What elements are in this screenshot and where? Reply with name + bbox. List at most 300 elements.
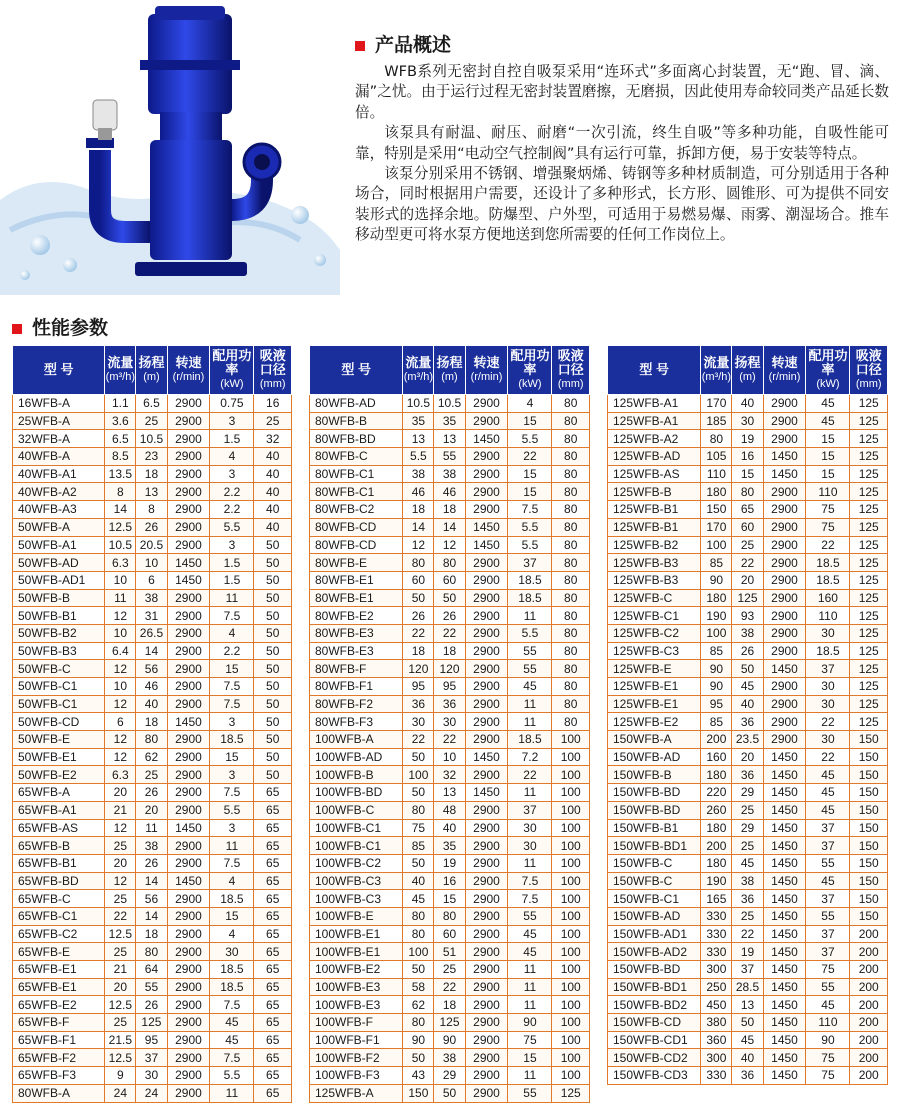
power-cell: 110 — [806, 1014, 850, 1032]
table-row — [13, 907, 292, 925]
port-cell: 150 — [850, 784, 888, 802]
port-cell: 65 — [254, 890, 292, 908]
flow-cell: 35 — [403, 412, 434, 430]
speed-cell: 2900 — [167, 395, 210, 413]
port-cell: 125 — [850, 642, 888, 660]
flow-cell: 165 — [701, 890, 732, 908]
table-row — [608, 837, 888, 855]
head-cell: 90 — [434, 1031, 465, 1049]
power-cell: 18.5 — [210, 890, 254, 908]
port-cell: 125 — [850, 501, 888, 519]
head-cell: 36 — [732, 766, 763, 784]
table-row — [310, 624, 590, 642]
table-row — [310, 571, 590, 589]
head-cell: 80 — [136, 731, 167, 749]
power-cell: 30 — [806, 624, 850, 642]
speed-cell: 1450 — [763, 748, 806, 766]
port-cell: 50 — [254, 624, 292, 642]
model-cell: 50WFB-C1 — [13, 695, 105, 713]
table-row — [13, 624, 292, 642]
model-cell: 80WFB-E1 — [310, 571, 403, 589]
flow-cell: 25 — [105, 943, 136, 961]
flow-cell: 12 — [105, 872, 136, 890]
head-cell: 45 — [732, 678, 763, 696]
flow-cell: 100 — [403, 766, 434, 784]
table-row — [13, 571, 292, 589]
port-cell: 100 — [552, 1049, 590, 1067]
port-cell: 65 — [254, 837, 292, 855]
head-cell: 18 — [136, 925, 167, 943]
speed-cell: 2900 — [465, 695, 508, 713]
column-header-port — [254, 346, 292, 395]
head-cell: 60 — [732, 518, 763, 536]
table-row — [310, 483, 590, 501]
flow-cell: 10 — [105, 571, 136, 589]
power-cell: 110 — [806, 607, 850, 625]
port-cell: 32 — [254, 430, 292, 448]
column-header-label: 吸液口径 — [259, 348, 286, 377]
model-cell: 65WFB-C1 — [13, 907, 105, 925]
flow-cell: 180 — [701, 766, 732, 784]
table-row — [13, 925, 292, 943]
model-cell: 150WFB-B — [608, 766, 701, 784]
speed-cell: 2900 — [763, 607, 806, 625]
port-cell: 80 — [552, 395, 590, 413]
model-cell: 50WFB-A — [13, 518, 105, 536]
power-cell: 4 — [210, 448, 254, 466]
model-cell: 100WFB-F — [310, 1014, 403, 1032]
flow-cell: 21 — [105, 801, 136, 819]
column-header-unit: (mm) — [259, 378, 286, 390]
flow-cell: 13 — [403, 430, 434, 448]
table-row — [13, 501, 292, 519]
speed-cell: 1450 — [167, 819, 210, 837]
speed-cell: 1450 — [167, 872, 210, 890]
overview-paragraph-2: 该泵具有耐温、耐压、耐磨“一次引流，终生自吸”等多种功能，自吸性能可靠，特别是采用“电动空气控制阀”具有运行可靠，拆卸方便，易于安装等特点。 — [355, 124, 889, 162]
speed-cell: 2900 — [465, 890, 508, 908]
power-cell: 7.2 — [508, 748, 552, 766]
power-cell: 0.75 — [210, 395, 254, 413]
model-cell: 100WFB-E2 — [310, 961, 403, 979]
table-row — [310, 890, 590, 908]
head-cell: 10.5 — [136, 430, 167, 448]
head-cell: 65 — [732, 501, 763, 519]
power-cell: 2.2 — [210, 501, 254, 519]
flow-cell: 6.3 — [105, 766, 136, 784]
speed-cell: 2900 — [465, 766, 508, 784]
port-cell: 50 — [254, 660, 292, 678]
port-cell: 65 — [254, 996, 292, 1014]
power-cell: 18.5 — [210, 731, 254, 749]
port-cell: 65 — [254, 872, 292, 890]
section-marker-icon — [355, 41, 365, 51]
port-cell: 50 — [254, 731, 292, 749]
port-cell: 100 — [552, 1031, 590, 1049]
flow-cell: 9 — [105, 1067, 136, 1085]
table-row — [608, 554, 888, 572]
head-cell: 40 — [136, 695, 167, 713]
flow-cell: 14 — [403, 518, 434, 536]
head-cell: 12 — [434, 536, 465, 554]
table-row — [13, 837, 292, 855]
speed-cell: 2900 — [167, 766, 210, 784]
table-row — [608, 430, 888, 448]
port-cell: 65 — [254, 801, 292, 819]
power-cell: 37 — [806, 890, 850, 908]
speed-cell: 1450 — [167, 713, 210, 731]
port-cell: 80 — [552, 518, 590, 536]
speed-cell: 2900 — [763, 695, 806, 713]
port-cell: 100 — [552, 1014, 590, 1032]
power-cell: 55 — [806, 978, 850, 996]
speed-cell: 1450 — [763, 1014, 806, 1032]
head-cell: 29 — [434, 1067, 465, 1085]
performance-title: 性能参数 — [32, 317, 109, 339]
model-cell: 125WFB-B — [608, 483, 701, 501]
model-cell: 150WFB-C1 — [608, 890, 701, 908]
speed-cell: 1450 — [763, 801, 806, 819]
model-cell: 125WFB-E1 — [608, 678, 701, 696]
head-cell: 35 — [434, 412, 465, 430]
flow-cell: 80 — [403, 925, 434, 943]
port-cell: 125 — [552, 1084, 590, 1102]
flow-cell: 5.5 — [403, 448, 434, 466]
table-row — [608, 872, 888, 890]
flow-cell: 75 — [403, 819, 434, 837]
port-cell: 65 — [254, 854, 292, 872]
power-cell: 18.5 — [210, 978, 254, 996]
flow-cell: 85 — [701, 713, 732, 731]
head-cell: 62 — [136, 748, 167, 766]
table-row — [13, 978, 292, 996]
power-cell: 1.5 — [210, 571, 254, 589]
model-cell: 125WFB-AD — [608, 448, 701, 466]
model-cell: 25WFB-A — [13, 412, 105, 430]
speed-cell: 2900 — [167, 801, 210, 819]
table-row — [310, 660, 590, 678]
table-row — [608, 819, 888, 837]
flow-cell: 50 — [403, 1049, 434, 1067]
port-cell: 65 — [254, 961, 292, 979]
column-header-head — [136, 346, 167, 395]
port-cell: 100 — [552, 890, 590, 908]
power-cell: 11 — [508, 784, 552, 802]
table-row — [13, 678, 292, 696]
head-cell: 32 — [434, 766, 465, 784]
model-cell: 100WFB-AD — [310, 748, 403, 766]
flow-cell: 50 — [403, 748, 434, 766]
column-header-power — [210, 346, 254, 395]
table-row — [13, 518, 292, 536]
head-cell: 37 — [136, 1049, 167, 1067]
model-cell: 125WFB-B3 — [608, 571, 701, 589]
speed-cell: 2900 — [465, 1067, 508, 1085]
head-cell: 19 — [732, 943, 763, 961]
flow-cell: 36 — [403, 695, 434, 713]
flow-cell: 12 — [403, 536, 434, 554]
model-cell: 32WFB-A — [13, 430, 105, 448]
model-cell: 100WFB-E3 — [310, 978, 403, 996]
table-row — [310, 465, 590, 483]
flow-cell: 380 — [701, 1014, 732, 1032]
column-header-head — [732, 346, 763, 395]
table-row — [310, 766, 590, 784]
power-cell: 4 — [210, 925, 254, 943]
model-cell: 16WFB-A — [13, 395, 105, 413]
power-cell: 7.5 — [508, 501, 552, 519]
speed-cell: 2900 — [167, 642, 210, 660]
port-cell: 50 — [254, 766, 292, 784]
head-cell: 120 — [434, 660, 465, 678]
speed-cell: 2900 — [167, 536, 210, 554]
head-cell: 14 — [136, 642, 167, 660]
power-cell: 45 — [806, 395, 850, 413]
power-cell: 45 — [806, 784, 850, 802]
power-cell: 18.5 — [806, 642, 850, 660]
head-cell: 125 — [434, 1014, 465, 1032]
table-row — [608, 890, 888, 908]
table-row — [608, 678, 888, 696]
model-cell: 80WFB-C1 — [310, 483, 403, 501]
speed-cell: 2900 — [465, 872, 508, 890]
speed-cell: 2900 — [465, 1031, 508, 1049]
flow-cell: 450 — [701, 996, 732, 1014]
column-header-label: 配用功率 — [510, 348, 550, 377]
head-cell: 22 — [732, 925, 763, 943]
flow-cell: 330 — [701, 1067, 732, 1085]
table-row — [608, 536, 888, 554]
table-row — [608, 801, 888, 819]
port-cell: 25 — [254, 412, 292, 430]
head-cell: 24 — [136, 1084, 167, 1102]
flow-cell: 170 — [701, 395, 732, 413]
table-row — [310, 748, 590, 766]
port-cell: 200 — [850, 1031, 888, 1049]
model-cell: 150WFB-CD2 — [608, 1049, 701, 1067]
port-cell: 200 — [850, 1049, 888, 1067]
flow-cell: 300 — [701, 961, 732, 979]
port-cell: 80 — [552, 660, 590, 678]
port-cell: 80 — [552, 607, 590, 625]
port-cell: 65 — [254, 925, 292, 943]
flow-cell: 200 — [701, 731, 732, 749]
power-cell: 37 — [806, 837, 850, 855]
port-cell: 100 — [552, 819, 590, 837]
power-cell: 37 — [508, 801, 552, 819]
power-cell: 11 — [210, 1084, 254, 1102]
model-cell: 125WFB-E2 — [608, 713, 701, 731]
column-header-unit: (m³/h) — [105, 371, 135, 383]
flow-cell: 185 — [701, 412, 732, 430]
table-row — [608, 483, 888, 501]
speed-cell: 2900 — [167, 483, 210, 501]
table-row — [608, 731, 888, 749]
table-row — [608, 589, 888, 607]
model-cell: 125WFB-AS — [608, 465, 701, 483]
table-row — [608, 925, 888, 943]
speed-cell: 2900 — [465, 501, 508, 519]
model-cell: 80WFB-F — [310, 660, 403, 678]
head-cell: 38 — [732, 624, 763, 642]
column-header-port — [552, 346, 590, 395]
port-cell: 100 — [552, 961, 590, 979]
power-cell: 15 — [508, 465, 552, 483]
model-cell: 100WFB-BD — [310, 784, 403, 802]
port-cell: 80 — [552, 695, 590, 713]
flow-cell: 25 — [105, 1014, 136, 1032]
speed-cell: 1450 — [763, 784, 806, 802]
flow-cell: 80 — [701, 430, 732, 448]
port-cell: 125 — [850, 695, 888, 713]
port-cell: 50 — [254, 589, 292, 607]
power-cell: 11 — [210, 837, 254, 855]
flow-cell: 46 — [403, 483, 434, 501]
model-cell: 100WFB-E — [310, 907, 403, 925]
table-row — [608, 1014, 888, 1032]
head-cell: 26 — [136, 518, 167, 536]
power-cell: 11 — [508, 996, 552, 1014]
model-cell: 125WFB-B1 — [608, 518, 701, 536]
model-cell: 65WFB-C2 — [13, 925, 105, 943]
port-cell: 150 — [850, 748, 888, 766]
flow-cell: 95 — [701, 695, 732, 713]
head-cell: 50 — [434, 589, 465, 607]
power-cell: 5.5 — [508, 430, 552, 448]
table-row — [608, 996, 888, 1014]
table-row — [310, 731, 590, 749]
table-row — [13, 748, 292, 766]
head-cell: 50 — [732, 1014, 763, 1032]
speed-cell: 2900 — [763, 554, 806, 572]
table-row — [608, 412, 888, 430]
table-row — [13, 642, 292, 660]
power-cell: 11 — [508, 1067, 552, 1085]
model-cell: 40WFB-A2 — [13, 483, 105, 501]
power-cell: 30 — [806, 678, 850, 696]
head-cell: 56 — [136, 660, 167, 678]
table-row — [13, 1031, 292, 1049]
power-cell: 18.5 — [508, 589, 552, 607]
model-cell: 80WFB-F2 — [310, 695, 403, 713]
port-cell: 100 — [552, 996, 590, 1014]
column-header-label: 配用功率 — [808, 348, 848, 377]
model-cell: 150WFB-AD — [608, 907, 701, 925]
speed-cell: 2900 — [465, 996, 508, 1014]
speed-cell: 2900 — [167, 731, 210, 749]
flow-cell: 250 — [701, 978, 732, 996]
table-row — [13, 1049, 292, 1067]
flow-cell: 12.5 — [105, 518, 136, 536]
port-cell: 100 — [552, 872, 590, 890]
power-cell: 90 — [806, 1031, 850, 1049]
head-cell: 16 — [732, 448, 763, 466]
flow-cell: 90 — [701, 571, 732, 589]
power-cell: 75 — [806, 961, 850, 979]
model-cell: 80WFB-E — [310, 554, 403, 572]
speed-cell: 1450 — [763, 766, 806, 784]
model-cell: 65WFB-A1 — [13, 801, 105, 819]
model-cell: 80WFB-C2 — [310, 501, 403, 519]
spec-table-2 — [309, 345, 590, 1103]
power-cell: 3 — [210, 412, 254, 430]
column-header-label: 型 号 — [341, 362, 371, 377]
head-cell: 26 — [136, 854, 167, 872]
table-row — [310, 536, 590, 554]
speed-cell: 2900 — [167, 837, 210, 855]
model-cell: 125WFB-A — [310, 1084, 403, 1102]
model-cell: 125WFB-A2 — [608, 430, 701, 448]
flow-cell: 330 — [701, 907, 732, 925]
table-row — [13, 1014, 292, 1032]
speed-cell: 2900 — [465, 465, 508, 483]
head-cell: 26 — [732, 642, 763, 660]
head-cell: 22 — [434, 731, 465, 749]
power-cell: 30 — [508, 837, 552, 855]
head-cell: 13 — [434, 784, 465, 802]
port-cell: 40 — [254, 518, 292, 536]
table-row — [310, 784, 590, 802]
column-header-label: 吸液口径 — [557, 348, 584, 377]
head-cell: 60 — [434, 571, 465, 589]
head-cell: 6.5 — [136, 395, 167, 413]
port-cell: 200 — [850, 1014, 888, 1032]
model-cell: 150WFB-B1 — [608, 819, 701, 837]
power-cell: 7.5 — [210, 1049, 254, 1067]
power-cell: 11 — [508, 978, 552, 996]
head-cell: 125 — [136, 1014, 167, 1032]
model-cell: 40WFB-A3 — [13, 501, 105, 519]
speed-cell: 2900 — [167, 1084, 210, 1102]
head-cell: 40 — [732, 395, 763, 413]
model-cell: 65WFB-E1 — [13, 961, 105, 979]
flow-cell: 150 — [701, 501, 732, 519]
power-cell: 15 — [806, 448, 850, 466]
table-row — [310, 1014, 590, 1032]
head-cell: 35 — [434, 837, 465, 855]
speed-cell: 1450 — [763, 837, 806, 855]
power-cell: 75 — [806, 518, 850, 536]
flow-cell: 180 — [701, 589, 732, 607]
power-cell: 7.5 — [210, 996, 254, 1014]
model-cell: 150WFB-AD1 — [608, 925, 701, 943]
head-cell: 93 — [732, 607, 763, 625]
flow-cell: 120 — [403, 660, 434, 678]
column-header-label: 流量 — [405, 355, 432, 370]
flow-cell: 85 — [701, 642, 732, 660]
power-cell: 11 — [508, 713, 552, 731]
flow-cell: 330 — [701, 925, 732, 943]
port-cell: 200 — [850, 1067, 888, 1085]
model-cell: 125WFB-B3 — [608, 554, 701, 572]
port-cell: 50 — [254, 695, 292, 713]
flow-cell: 260 — [701, 801, 732, 819]
head-cell: 30 — [434, 713, 465, 731]
power-cell: 11 — [508, 695, 552, 713]
port-cell: 125 — [850, 518, 888, 536]
table-row — [310, 607, 590, 625]
port-cell: 150 — [850, 766, 888, 784]
port-cell: 200 — [850, 961, 888, 979]
head-cell: 11 — [136, 819, 167, 837]
model-cell: 80WFB-BD — [310, 430, 403, 448]
model-cell: 150WFB-A — [608, 731, 701, 749]
overview-paragraph-3: 该泵分别采用不锈钢、增强聚炳烯、铸钢等多种材质制造，可分别适用于各种场合，同时根据用户需要，还设计了多种形式，长方形、圆锥形、可为提供不同安装形式的选择余地。防爆型、户外型，可适用于易燃易爆、雨雾、潮湿场合。推车移动型更可将水泵方便地送到您所需要的任何工作岗位上。 — [355, 165, 889, 244]
model-cell: 150WFB-AD — [608, 748, 701, 766]
model-cell: 50WFB-C1 — [13, 678, 105, 696]
head-cell: 14 — [434, 518, 465, 536]
model-cell: 125WFB-A1 — [608, 395, 701, 413]
speed-cell: 2900 — [167, 961, 210, 979]
